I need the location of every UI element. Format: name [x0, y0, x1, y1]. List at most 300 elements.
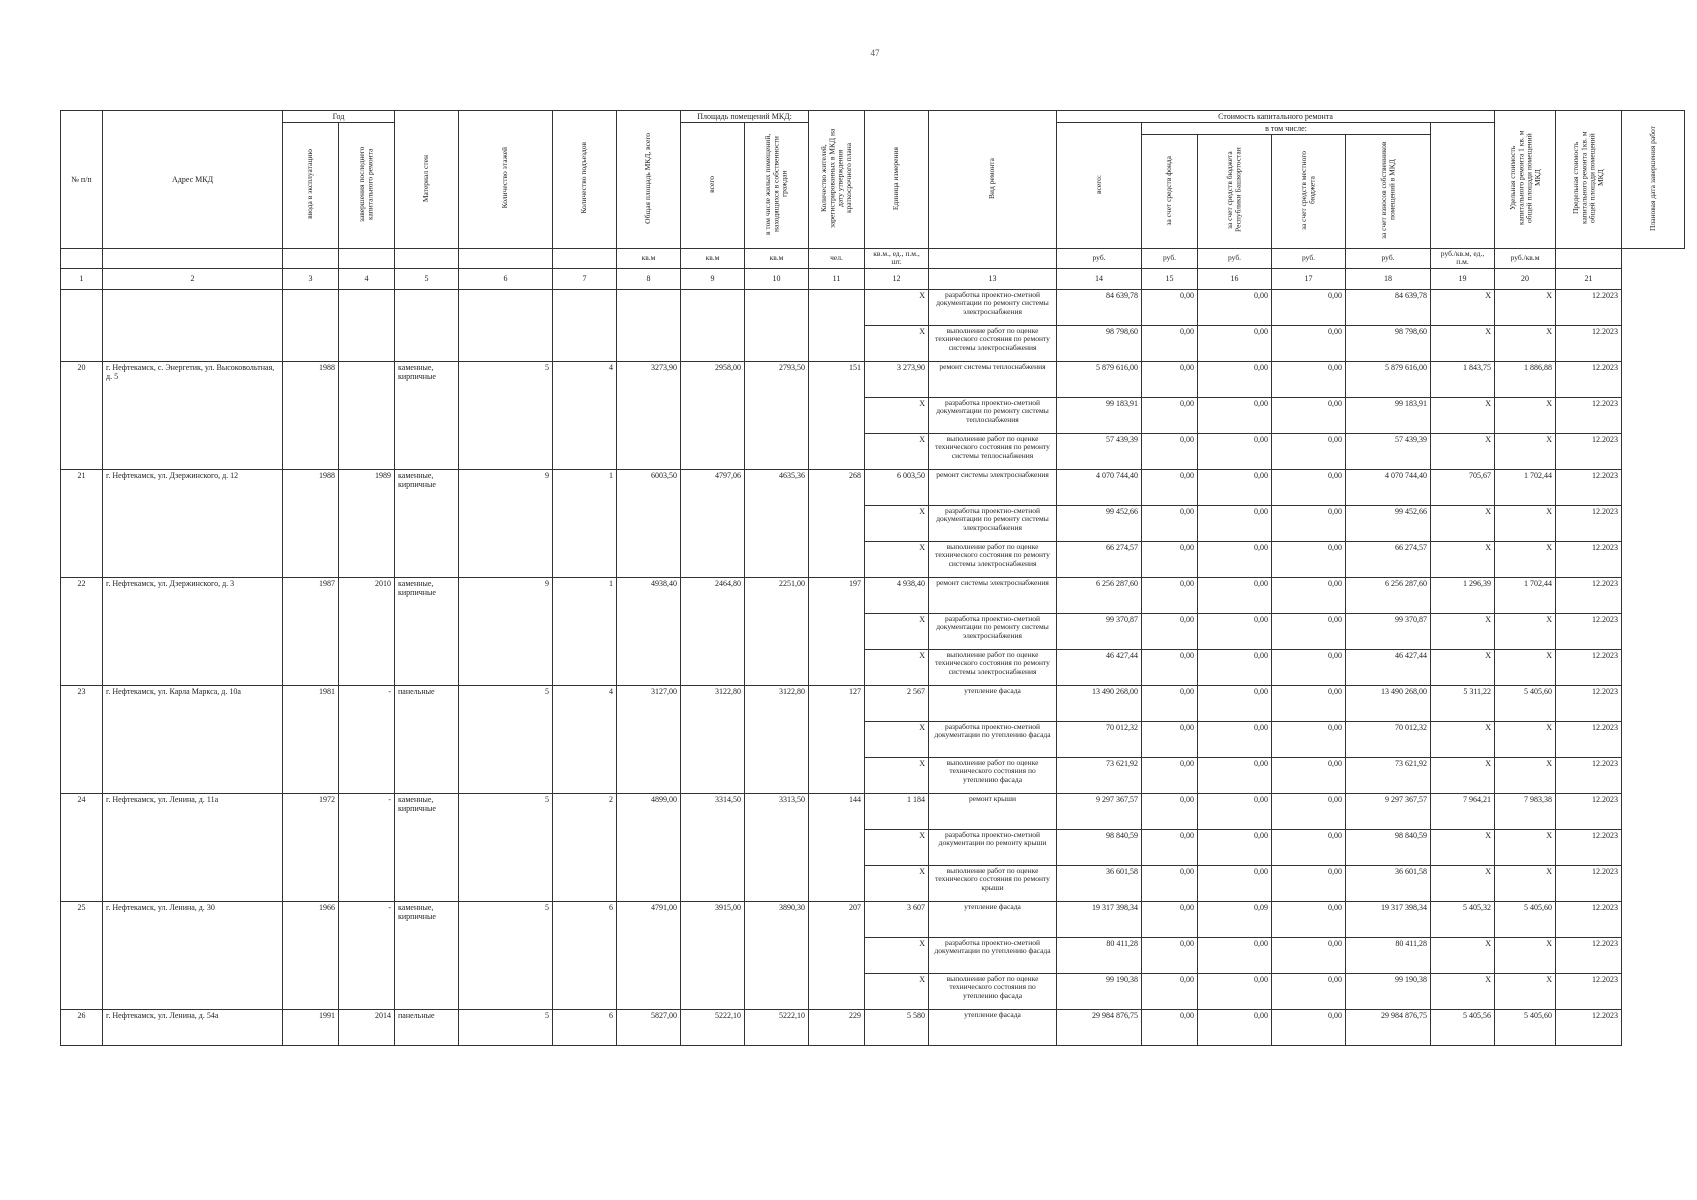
unit-cell: кв.м	[681, 248, 745, 268]
year-commission: 1988	[283, 469, 339, 577]
column-number-cell: 10	[745, 268, 809, 289]
unit-cell: кв.м., ед., п.м., шт.	[865, 248, 929, 268]
work-type: утепление фасада	[929, 901, 1057, 937]
column-number-cell: 3	[283, 268, 339, 289]
cost-fund: 0,00	[1142, 433, 1198, 469]
planned-date: 12.2023	[1556, 577, 1622, 613]
year-last-repair: 1989	[339, 469, 395, 577]
cost-total: 80 411,28	[1057, 937, 1142, 973]
premises-area: 2958,00	[681, 361, 745, 469]
specific-cost: X	[1431, 433, 1495, 469]
building-address: г. Нефтекамск, ул. Ленина, д. 54а	[103, 1009, 283, 1045]
header-specific-cost: Удельная стоимость капитального ремонта 1 кв. м общей площади помещений МКД	[1495, 111, 1556, 249]
residential-area: 3313,50	[745, 793, 809, 901]
header-no: № п/п	[61, 111, 103, 249]
planned-date: 12.2023	[1556, 289, 1622, 325]
table-row	[61, 793, 1685, 829]
cost-owners: 13 490 268,00	[1346, 685, 1431, 721]
header-year-commission: ввода в эксплуатацию	[283, 123, 339, 248]
cost-total: 29 984 876,75	[1057, 1009, 1142, 1045]
work-unit-amount: X	[865, 541, 929, 577]
column-number-cell: 7	[553, 268, 617, 289]
planned-date: 12.2023	[1556, 901, 1622, 937]
header-cost-group: Стоимость капитального ремонта	[1057, 111, 1495, 123]
cost-local: 0,00	[1272, 829, 1346, 865]
specific-cost: X	[1431, 541, 1495, 577]
year-last-repair: -	[339, 793, 395, 901]
row-number: 20	[61, 361, 103, 469]
cost-fund: 0,00	[1142, 649, 1198, 685]
unit-cell: кв.м	[617, 248, 681, 268]
premises-area: 3122,80	[681, 685, 745, 793]
cost-republic: 0,00	[1198, 361, 1272, 397]
cost-local: 0,00	[1272, 865, 1346, 901]
cost-owners: 57 439,39	[1346, 433, 1431, 469]
cost-republic: 0,09	[1198, 901, 1272, 937]
year-last-repair	[339, 289, 395, 361]
unit-cell	[283, 248, 339, 268]
cost-local: 0,00	[1272, 613, 1346, 649]
specific-cost: X	[1431, 865, 1495, 901]
work-unit-amount: X	[865, 325, 929, 361]
year-last-repair: 2014	[339, 1009, 395, 1045]
work-unit-amount: X	[865, 829, 929, 865]
work-unit-amount: X	[865, 721, 929, 757]
cost-fund: 0,00	[1142, 577, 1198, 613]
specific-cost: X	[1431, 289, 1495, 325]
cost-owners: 70 012,32	[1346, 721, 1431, 757]
cost-republic: 0,00	[1198, 325, 1272, 361]
row-number: 22	[61, 577, 103, 685]
cost-total: 6 256 287,60	[1057, 577, 1142, 613]
entrances-count: 6	[553, 1009, 617, 1045]
max-cost: 5 405,60	[1495, 901, 1556, 937]
header-cost-total: всего:	[1057, 123, 1142, 248]
row-number: 26	[61, 1009, 103, 1045]
cost-owners: 46 427,44	[1346, 649, 1431, 685]
header-premises-group: Площадь помещений МКД:	[681, 111, 809, 123]
cost-owners: 73 621,92	[1346, 757, 1431, 793]
cost-total: 13 490 268,00	[1057, 685, 1142, 721]
column-number-cell: 14	[1057, 268, 1142, 289]
planned-date: 12.2023	[1556, 829, 1622, 865]
column-number-row	[61, 268, 1685, 289]
cost-local: 0,00	[1272, 433, 1346, 469]
cost-fund: 0,00	[1142, 937, 1198, 973]
work-unit-amount: X	[865, 505, 929, 541]
residential-area: 2793,50	[745, 361, 809, 469]
page-number: 47	[870, 48, 880, 58]
cost-owners: 4 070 744,40	[1346, 469, 1431, 505]
planned-date: 12.2023	[1556, 649, 1622, 685]
cost-total: 98 798,60	[1057, 325, 1142, 361]
max-cost: X	[1495, 325, 1556, 361]
total-area: 4938,40	[617, 577, 681, 685]
work-unit-amount: X	[865, 865, 929, 901]
max-cost: X	[1495, 721, 1556, 757]
work-unit-amount: 3 273,90	[865, 361, 929, 397]
cost-owners: 98 840,59	[1346, 829, 1431, 865]
unit-cell: кв.м	[745, 248, 809, 268]
cost-local: 0,00	[1272, 793, 1346, 829]
cost-fund: 0,00	[1142, 1009, 1198, 1045]
residents-count: 207	[809, 901, 865, 1009]
cost-total: 70 012,32	[1057, 721, 1142, 757]
cost-fund: 0,00	[1142, 721, 1198, 757]
specific-cost: 7 964,21	[1431, 793, 1495, 829]
table-row	[61, 1009, 1685, 1045]
residents-count	[809, 289, 865, 361]
cost-republic: 0,00	[1198, 1009, 1272, 1045]
header-local: за счет средств местного бюджета	[1272, 135, 1346, 248]
planned-date: 12.2023	[1556, 397, 1622, 433]
entrances-count: 4	[553, 361, 617, 469]
floors-count	[459, 289, 553, 361]
cost-total: 5 879 616,00	[1057, 361, 1142, 397]
floors-count: 5	[459, 685, 553, 793]
unit-cell	[103, 248, 283, 268]
year-commission: 1966	[283, 901, 339, 1009]
cost-republic: 0,00	[1198, 865, 1272, 901]
total-area	[617, 289, 681, 361]
premises-area: 3314,50	[681, 793, 745, 901]
cost-local: 0,00	[1272, 901, 1346, 937]
header-entrances: Количество подъездов	[553, 111, 617, 249]
max-cost: X	[1495, 505, 1556, 541]
total-area: 4791,00	[617, 901, 681, 1009]
year-commission: 1972	[283, 793, 339, 901]
cost-fund: 0,00	[1142, 613, 1198, 649]
specific-cost: 5 405,56	[1431, 1009, 1495, 1045]
cost-fund: 0,00	[1142, 541, 1198, 577]
specific-cost: X	[1431, 649, 1495, 685]
cost-total: 99 452,66	[1057, 505, 1142, 541]
cost-republic: 0,00	[1198, 937, 1272, 973]
building-address: г. Нефтекамск, ул. Ленина, д. 11а	[103, 793, 283, 901]
header-premises-total: всего	[681, 123, 745, 248]
residents-count: 144	[809, 793, 865, 901]
header-incl: в том числе:	[1142, 123, 1431, 135]
cost-fund: 0,00	[1142, 469, 1198, 505]
work-type: разработка проектно-сметной документации по ремонту системы электроснабжения	[929, 505, 1057, 541]
unit-cell: руб.	[1272, 248, 1346, 268]
row-number: 23	[61, 685, 103, 793]
column-number-cell: 16	[1198, 268, 1272, 289]
specific-cost: X	[1431, 937, 1495, 973]
column-number-cell: 8	[617, 268, 681, 289]
cost-republic: 0,00	[1198, 793, 1272, 829]
planned-date: 12.2023	[1556, 433, 1622, 469]
column-number-cell: 5	[395, 268, 459, 289]
residential-area	[745, 289, 809, 361]
wall-material: каменные, кирпичные	[395, 577, 459, 685]
residential-area: 3122,80	[745, 685, 809, 793]
cost-republic: 0,00	[1198, 973, 1272, 1009]
cost-total: 98 840,59	[1057, 829, 1142, 865]
specific-cost: X	[1431, 757, 1495, 793]
max-cost: X	[1495, 397, 1556, 433]
work-type: разработка проектно-сметной документации по ремонту крыши	[929, 829, 1057, 865]
entrances-count	[553, 289, 617, 361]
header-owners: за счет взносов собственников помещений в МКД	[1346, 135, 1431, 248]
work-type: выполнение работ по оценке технического состояния по ремонту системы теплоснабжения	[929, 433, 1057, 469]
work-type: выполнение работ по оценке технического состояния по ремонту системы электроснабжения	[929, 325, 1057, 361]
max-cost: X	[1495, 541, 1556, 577]
unit-cell	[339, 248, 395, 268]
cost-fund: 0,00	[1142, 361, 1198, 397]
work-unit-amount: 5 580	[865, 1009, 929, 1045]
work-type: разработка проектно-сметной документации по утеплению фасада	[929, 937, 1057, 973]
cost-republic: 0,00	[1198, 289, 1272, 325]
year-commission: 1988	[283, 361, 339, 469]
max-cost: X	[1495, 829, 1556, 865]
cost-owners: 80 411,28	[1346, 937, 1431, 973]
cost-owners: 84 639,78	[1346, 289, 1431, 325]
premises-area: 3915,00	[681, 901, 745, 1009]
header-premises-residential: в том числе жилых помещений, находящихся в собственности граждан	[745, 123, 809, 248]
planned-date: 12.2023	[1556, 325, 1622, 361]
max-cost: X	[1495, 613, 1556, 649]
unit-cell: чел.	[809, 248, 865, 268]
unit-cell: руб.	[1198, 248, 1272, 268]
cost-total: 19 317 398,34	[1057, 901, 1142, 937]
specific-cost: X	[1431, 325, 1495, 361]
year-last-repair: 2010	[339, 577, 395, 685]
work-type: выполнение работ по оценке технического состояния по ремонту системы электроснабжения	[929, 649, 1057, 685]
premises-area: 4797,06	[681, 469, 745, 577]
cost-republic: 0,00	[1198, 721, 1272, 757]
work-unit-amount: X	[865, 937, 929, 973]
column-number-cell: 4	[339, 268, 395, 289]
unit-cell: руб.	[1057, 248, 1142, 268]
cost-owners: 9 297 367,57	[1346, 793, 1431, 829]
premises-area	[681, 289, 745, 361]
cost-fund: 0,00	[1142, 685, 1198, 721]
wall-material: панельные	[395, 685, 459, 793]
year-commission	[283, 289, 339, 361]
planned-date: 12.2023	[1556, 613, 1622, 649]
table-row	[61, 361, 1685, 397]
work-unit-amount: X	[865, 397, 929, 433]
table-body	[61, 289, 1685, 1045]
column-number-cell: 18	[1346, 268, 1431, 289]
work-unit-amount: X	[865, 973, 929, 1009]
max-cost: X	[1495, 289, 1556, 325]
building-address: г. Нефтекамск, ул. Дзержинского, д. 12	[103, 469, 283, 577]
planned-date: 12.2023	[1556, 721, 1622, 757]
residential-area: 4635,36	[745, 469, 809, 577]
work-type: ремонт крыши	[929, 793, 1057, 829]
column-number-cell: 6	[459, 268, 553, 289]
cost-owners: 99 183,91	[1346, 397, 1431, 433]
column-number-cell: 2	[103, 268, 283, 289]
unit-cell	[459, 248, 553, 268]
year-last-repair: -	[339, 685, 395, 793]
work-unit-amount: 4 938,40	[865, 577, 929, 613]
header-republic: за счет средств бюджета Республики Башкортостан	[1198, 135, 1272, 248]
specific-cost: X	[1431, 973, 1495, 1009]
row-number	[61, 289, 103, 361]
column-number-cell: 13	[929, 268, 1057, 289]
max-cost: 1 702,44	[1495, 577, 1556, 613]
cost-local: 0,00	[1272, 757, 1346, 793]
cost-republic: 0,00	[1198, 433, 1272, 469]
wall-material	[395, 289, 459, 361]
header-address: Адрес МКД	[103, 111, 283, 249]
cost-local: 0,00	[1272, 397, 1346, 433]
residents-count: 127	[809, 685, 865, 793]
cost-republic: 0,00	[1198, 469, 1272, 505]
planned-date: 12.2023	[1556, 541, 1622, 577]
floors-count: 9	[459, 469, 553, 577]
entrances-count: 6	[553, 901, 617, 1009]
cost-republic: 0,00	[1198, 685, 1272, 721]
max-cost: 1 702,44	[1495, 469, 1556, 505]
cost-fund: 0,00	[1142, 829, 1198, 865]
building-address: г. Нефтекамск, ул. Карла Маркса, д. 10а	[103, 685, 283, 793]
units-row	[61, 248, 1685, 268]
cost-fund: 0,00	[1142, 505, 1198, 541]
table-row	[61, 289, 1685, 325]
max-cost: 5 405,60	[1495, 1009, 1556, 1045]
header-residents: Количество жителей, зарегистрированных в МКД на дату утверждения краткосрочного плана	[809, 111, 865, 249]
cost-local: 0,00	[1272, 973, 1346, 1009]
unit-cell	[929, 248, 1057, 268]
entrances-count: 2	[553, 793, 617, 901]
specific-cost: X	[1431, 505, 1495, 541]
work-type: выполнение работ по оценке технического состояния по утеплению фасада	[929, 973, 1057, 1009]
planned-date: 12.2023	[1556, 685, 1622, 721]
year-commission: 1981	[283, 685, 339, 793]
work-type: выполнение работ по оценке технического состояния по ремонту системы электроснабжения	[929, 541, 1057, 577]
work-type: ремонт системы теплоснабжения	[929, 361, 1057, 397]
cost-owners: 99 190,38	[1346, 973, 1431, 1009]
work-unit-amount: 2 567	[865, 685, 929, 721]
total-area: 4899,00	[617, 793, 681, 901]
entrances-count: 1	[553, 577, 617, 685]
floors-count: 5	[459, 793, 553, 901]
cost-fund: 0,00	[1142, 865, 1198, 901]
header-work-type: Вид ремонта	[929, 111, 1057, 249]
building-address: г. Нефтекамск, ул. Дзержинского, д. 3	[103, 577, 283, 685]
row-number: 24	[61, 793, 103, 901]
cost-republic: 0,00	[1198, 649, 1272, 685]
work-type: ремонт системы электроснабжения	[929, 469, 1057, 505]
work-unit-amount: 1 184	[865, 793, 929, 829]
header-floors: Количество этажей	[459, 111, 553, 249]
header-planned-date: Плановая дата завершения работ	[1622, 111, 1685, 249]
year-commission: 1987	[283, 577, 339, 685]
specific-cost: X	[1431, 829, 1495, 865]
unit-cell: руб.	[1346, 248, 1431, 268]
work-unit-amount: X	[865, 757, 929, 793]
header-fund: за счет средств фонда	[1142, 135, 1198, 248]
cost-fund: 0,00	[1142, 325, 1198, 361]
work-unit-amount: 6 003,50	[865, 469, 929, 505]
work-type: разработка проектно-сметной документации по ремонту системы теплоснабжения	[929, 397, 1057, 433]
total-area: 6003,50	[617, 469, 681, 577]
column-number-cell: 9	[681, 268, 745, 289]
max-cost: X	[1495, 937, 1556, 973]
planned-date: 12.2023	[1556, 757, 1622, 793]
work-type: утепление фасада	[929, 1009, 1057, 1045]
work-unit-amount: X	[865, 613, 929, 649]
planned-date: 12.2023	[1556, 937, 1622, 973]
floors-count: 5	[459, 361, 553, 469]
floors-count: 5	[459, 1009, 553, 1045]
repair-plan-table	[60, 110, 1685, 1046]
cost-republic: 0,00	[1198, 829, 1272, 865]
table-row	[61, 901, 1685, 937]
residents-count: 151	[809, 361, 865, 469]
planned-date: 12.2023	[1556, 361, 1622, 397]
cost-fund: 0,00	[1142, 289, 1198, 325]
unit-cell: руб./кв.м	[1495, 248, 1556, 268]
cost-total: 99 370,87	[1057, 613, 1142, 649]
max-cost: 1 886,88	[1495, 361, 1556, 397]
cost-total: 4 070 744,40	[1057, 469, 1142, 505]
work-type: выполнение работ по оценке технического состояния по ремонту крыши	[929, 865, 1057, 901]
cost-republic: 0,00	[1198, 757, 1272, 793]
residential-area: 3890,30	[745, 901, 809, 1009]
table-row	[61, 577, 1685, 613]
cost-total: 66 274,57	[1057, 541, 1142, 577]
residents-count: 229	[809, 1009, 865, 1045]
header-total-area: Общая площадь МКД, всего	[617, 111, 681, 249]
cost-local: 0,00	[1272, 1009, 1346, 1045]
max-cost: X	[1495, 973, 1556, 1009]
specific-cost: X	[1431, 721, 1495, 757]
cost-local: 0,00	[1272, 289, 1346, 325]
cost-owners: 99 370,87	[1346, 613, 1431, 649]
cost-local: 0,00	[1272, 649, 1346, 685]
max-cost: X	[1495, 865, 1556, 901]
wall-material: каменные, кирпичные	[395, 469, 459, 577]
work-unit-amount: X	[865, 289, 929, 325]
cost-owners: 6 256 287,60	[1346, 577, 1431, 613]
work-type: разработка проектно-сметной документации по ремонту системы электроснабжения	[929, 613, 1057, 649]
cost-total: 46 427,44	[1057, 649, 1142, 685]
cost-local: 0,00	[1272, 721, 1346, 757]
cost-total: 73 621,92	[1057, 757, 1142, 793]
cost-local: 0,00	[1272, 685, 1346, 721]
premises-area: 5222,10	[681, 1009, 745, 1045]
cost-local: 0,00	[1272, 325, 1346, 361]
specific-cost: 1 843,75	[1431, 361, 1495, 397]
cost-republic: 0,00	[1198, 577, 1272, 613]
column-number-cell: 15	[1142, 268, 1198, 289]
column-number-cell: 21	[1556, 268, 1622, 289]
planned-date: 12.2023	[1556, 1009, 1622, 1045]
cost-owners: 29 984 876,75	[1346, 1009, 1431, 1045]
header-wall-material: Материал стен	[395, 111, 459, 249]
year-last-repair	[339, 361, 395, 469]
max-cost: 7 983,38	[1495, 793, 1556, 829]
specific-cost: X	[1431, 397, 1495, 433]
row-number: 25	[61, 901, 103, 1009]
column-number-cell: 12	[865, 268, 929, 289]
residential-area: 5222,10	[745, 1009, 809, 1045]
specific-cost: 1 296,39	[1431, 577, 1495, 613]
wall-material: панельные	[395, 1009, 459, 1045]
unit-cell	[61, 248, 103, 268]
header-year-group: Год	[283, 111, 395, 123]
unit-cell	[395, 248, 459, 268]
table-row	[61, 469, 1685, 505]
cost-owners: 99 452,66	[1346, 505, 1431, 541]
work-type: разработка проектно-сметной документации по утеплению фасада	[929, 721, 1057, 757]
planned-date: 12.2023	[1556, 505, 1622, 541]
